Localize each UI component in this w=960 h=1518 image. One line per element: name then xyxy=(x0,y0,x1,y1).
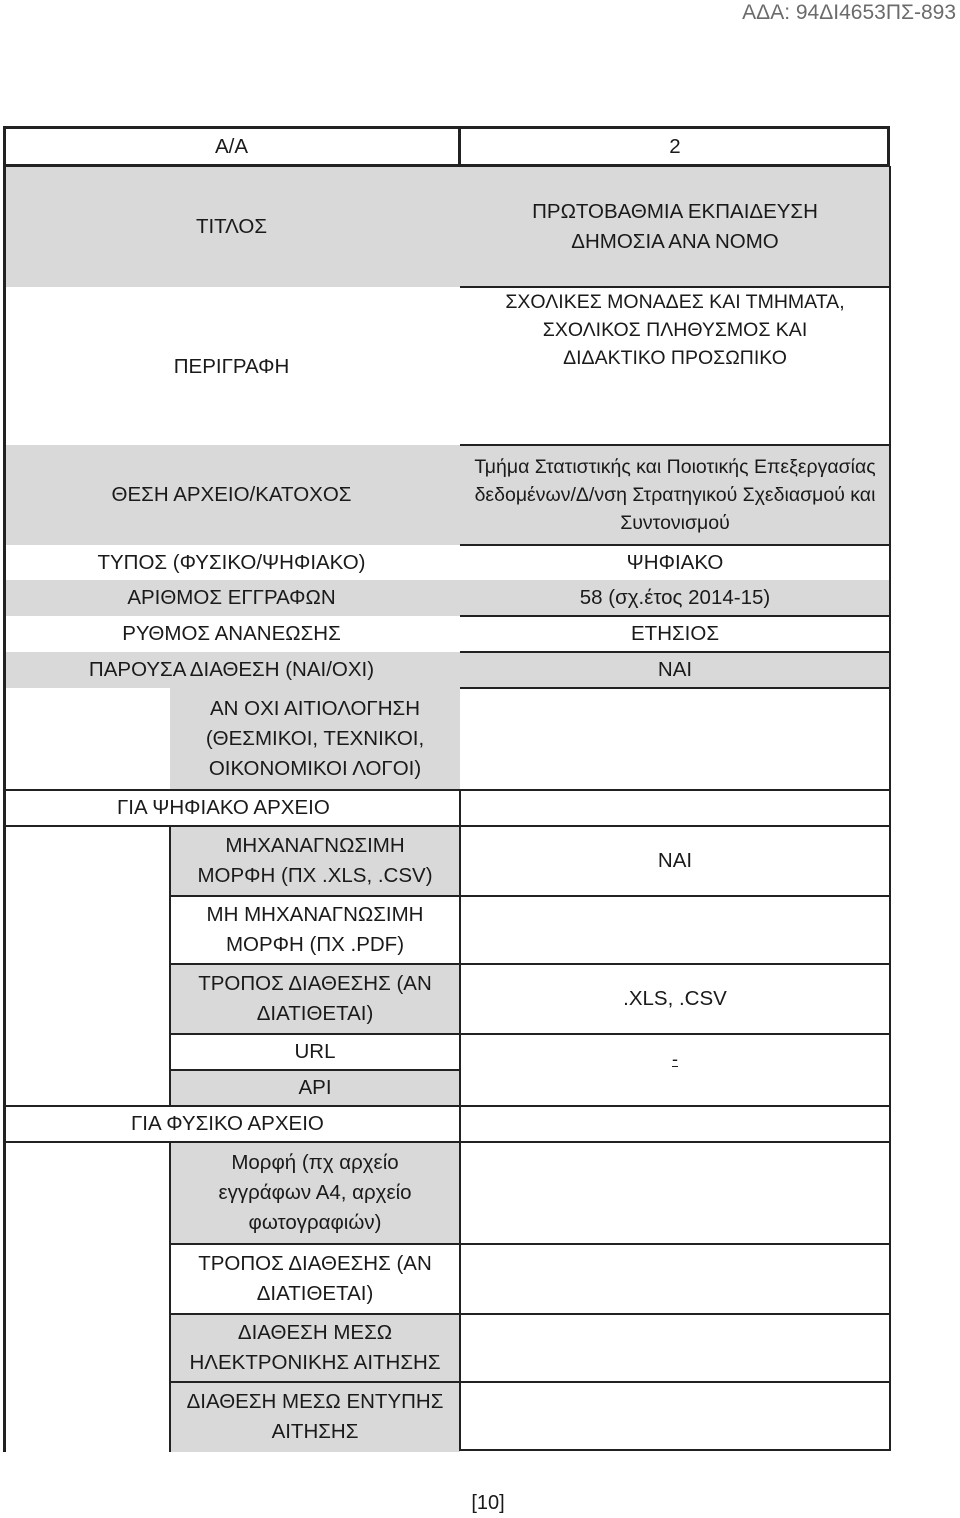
machine-readable-value: ΝΑΙ xyxy=(657,849,693,872)
description-value: ΣΧΟΛΙΚΕΣ ΜΟΝΑΔΕΣ ΚΑΙ ΤΜΗΜΑΤΑ, ΣΧΟΛΙΚΟΣ ΠΛΗΘΥΣΜΟΣ ΚΑΙ ΔΙΔΑΚΤΙΚΟ ΠΡΟΣΩΠΙΚΟ xyxy=(505,291,845,369)
url-label: URL xyxy=(294,1040,336,1063)
type-value: ΨΗΦΙΑΚΟ xyxy=(626,551,724,574)
description-label: ΠΕΡΙΓΡΑΦΗ xyxy=(173,355,290,378)
non-machine-label: ΜΗ ΜΗΧΑΝΑΓΝΩΣΙΜΗ ΜΟΡΦΗ (ΠΧ .PDF) xyxy=(206,903,424,956)
records-value: 58 (σχ.έτος 2014-15) xyxy=(579,586,771,609)
api-value xyxy=(460,1070,890,1106)
physical-form-value xyxy=(460,1142,890,1244)
method-physical-label: ΤΡΟΠΟΣ ΔΙΑΘΕΣΗΣ (ΑΝ ΔΙΑΤΙΘΕΤΑΙ) xyxy=(198,1252,432,1305)
title-label: ΤΙΤΛΟΣ xyxy=(195,214,268,238)
url-link[interactable]: - xyxy=(672,1049,678,1069)
printed-request-value xyxy=(460,1382,890,1452)
physical-section-header: ΓΙΑ ΦΥΣΙΚΟ ΑΡΧΕΙΟ xyxy=(131,1112,324,1135)
method-digital-value: .XLS, .CSV xyxy=(623,987,727,1010)
electronic-request-label: ΔΙΑΘΕΣΗ ΜΕΣΩ ΗΛΕΚΤΡΟΝΙΚΗΣ ΑΙΤΗΣΗΣ xyxy=(189,1321,441,1374)
api-label: API xyxy=(298,1076,332,1099)
electronic-request-value xyxy=(460,1314,890,1382)
refresh-label: ΡΥΘΜΟΣ ΑΝΑΝΕΩΣΗΣ xyxy=(122,622,341,645)
aa-value: 2 xyxy=(669,135,681,158)
if-no-value xyxy=(460,688,890,790)
refresh-value: ΕΤΗΣΙΟΣ xyxy=(631,622,719,645)
digital-section-header: ΓΙΑ ΨΗΦΙΑΚΟ ΑΡΧΕΙΟ xyxy=(117,796,330,819)
method-digital-label: ΤΡΟΠΟΣ ΔΙΑΘΕΣΗΣ (ΑΝ ΔΙΑΤΙΘΕΤΑΙ) xyxy=(198,972,432,1025)
title-value: ΠΡΩΤΟΒΑΘΜΙΑ ΕΚΠΑΙΔΕΥΣΗ ΔΗΜΟΣΙΑ ΑΝΑ ΝΟΜΟ xyxy=(532,199,818,253)
method-physical-value xyxy=(460,1244,890,1314)
page-number: [10] xyxy=(471,1492,505,1514)
machine-readable-label: ΜΗΧΑΝΑΓΝΩΣΙΜΗ ΜΟΡΦΗ (ΠΧ .XLS, .CSV) xyxy=(197,834,433,887)
ada-code: ΑΔΑ: 94ΔΙ4653ΠΣ-893 xyxy=(742,1,956,24)
aa-label: Α/Α xyxy=(214,135,249,158)
printed-request-label: ΔΙΑΘΕΣΗ ΜΕΣΩ ΕΝΤΥΠΗΣ ΑΙΤΗΣΗΣ xyxy=(186,1390,444,1443)
availability-label: ΠΑΡΟΥΣΑ ΔΙΑΘΕΣΗ (ΝΑΙ/ΟΧΙ) xyxy=(88,658,375,681)
holder-value: Τμήμα Στατιστικής και Ποιοτικής Επεξεργασίας δεδομένων/Δ/νση Στρατηγικού Σχεδιασμού και Συντονισμού xyxy=(474,456,876,534)
non-machine-value xyxy=(460,896,890,964)
physical-form-label: Μορφή (πχ αρχείο εγγράφων Α4, αρχείο φωτογραφιών) xyxy=(218,1151,412,1234)
type-label: ΤΥΠΟΣ (ΦΥΣΙΚΟ/ΨΗΦΙΑΚΟ) xyxy=(97,551,366,574)
records-label: ΑΡΙΘΜΟΣ ΕΓΓΡΑΦΩΝ xyxy=(127,586,336,609)
holder-label: ΘΕΣΗ ΑΡΧΕΙΟ/ΚΑΤΟΧΟΣ xyxy=(111,483,352,506)
availability-value: ΝΑΙ xyxy=(657,658,693,681)
if-no-label: ΑΝ ΟΧΙ ΑΙΤΙΟΛΟΓΗΣΗ (ΘΕΣΜΙΚΟΙ, ΤΕΧΝΙΚΟΙ, ΟΙΚΟΝΟΜΙΚΟΙ ΛΟΓΟΙ) xyxy=(205,697,425,780)
